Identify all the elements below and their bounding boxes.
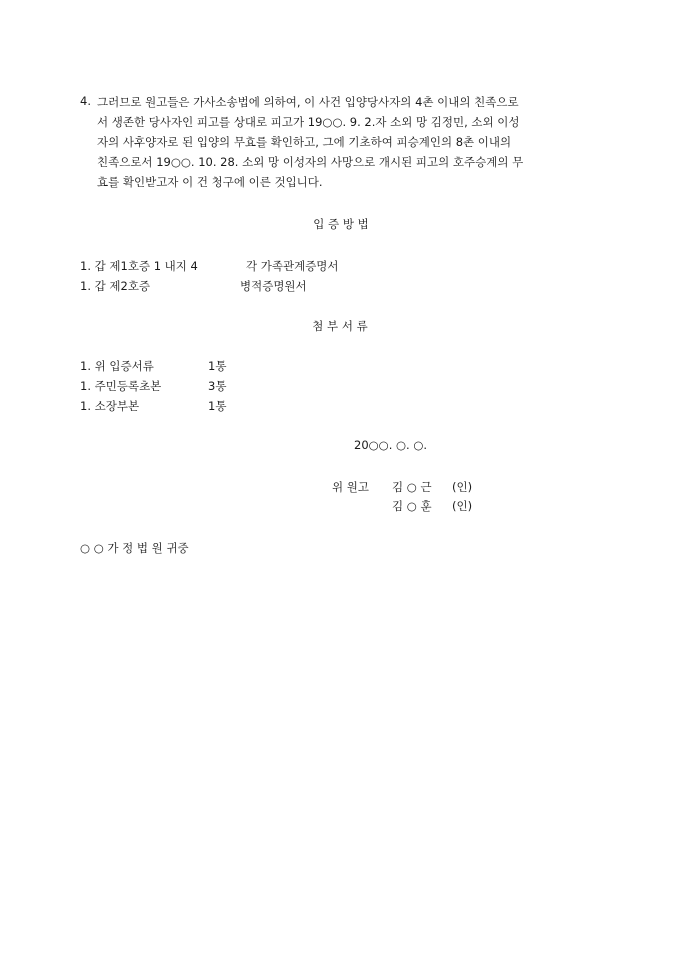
evidence-item-label: 1. 갑 제1호증 1 내지 4 <box>80 259 198 273</box>
attachment-item-count: 3통 <box>208 379 227 393</box>
evidence-item-desc: 각 가족관계증명서 <box>246 259 339 273</box>
evidence-heading: 입 증 방 법 <box>313 217 369 231</box>
attachment-item-label: 1. 소장부본 <box>80 399 140 413</box>
paragraph-line: 자의 사후양자로 된 입양의 무효를 확인하고, 그에 기초하여 피승계인의 8촌 이내의 <box>97 135 512 149</box>
court-addressee: ○ ○ 가 정 법 원 귀중 <box>80 541 189 555</box>
signature-prefix: 위 원고 <box>332 480 369 494</box>
signature-name: 김 ○ 훈 <box>392 499 432 513</box>
attachment-item-label: 1. 위 입증서류 <box>80 359 154 373</box>
evidence-item-desc: 병적증명원서 <box>240 279 307 293</box>
paragraph-line: 친족으로서 19○○. 10. 28. 소외 망 이성자의 사망으로 개시된 피고의 호주승계의 무 <box>97 155 524 169</box>
paragraph-line: 서 생존한 당사자인 피고를 상대로 피고가 19○○. 9. 2.자 소외 망 김정민, 소외 이성 <box>97 115 520 129</box>
attachment-item-count: 1통 <box>208 399 227 413</box>
paragraph-number: 4. <box>80 94 91 108</box>
evidence-item-label: 1. 갑 제2호증 <box>80 279 151 293</box>
signature-seal: (인) <box>452 480 473 494</box>
paragraph-line: 효를 확인받고자 이 건 청구에 이른 것입니다. <box>97 175 323 189</box>
attachment-item-count: 1통 <box>208 359 227 373</box>
attachments-heading: 첨 부 서 류 <box>312 319 368 333</box>
attachment-item-label: 1. 주민등록초본 <box>80 379 162 393</box>
document-date: 20○○. ○. ○. <box>354 438 428 452</box>
paragraph-line: 그러므로 원고들은 가사소송법에 의하여, 이 사건 입양당사자의 4촌 이내의 친족으로 <box>97 95 519 109</box>
signature-seal: (인) <box>452 499 473 513</box>
signature-name: 김 ○ 근 <box>392 480 432 494</box>
